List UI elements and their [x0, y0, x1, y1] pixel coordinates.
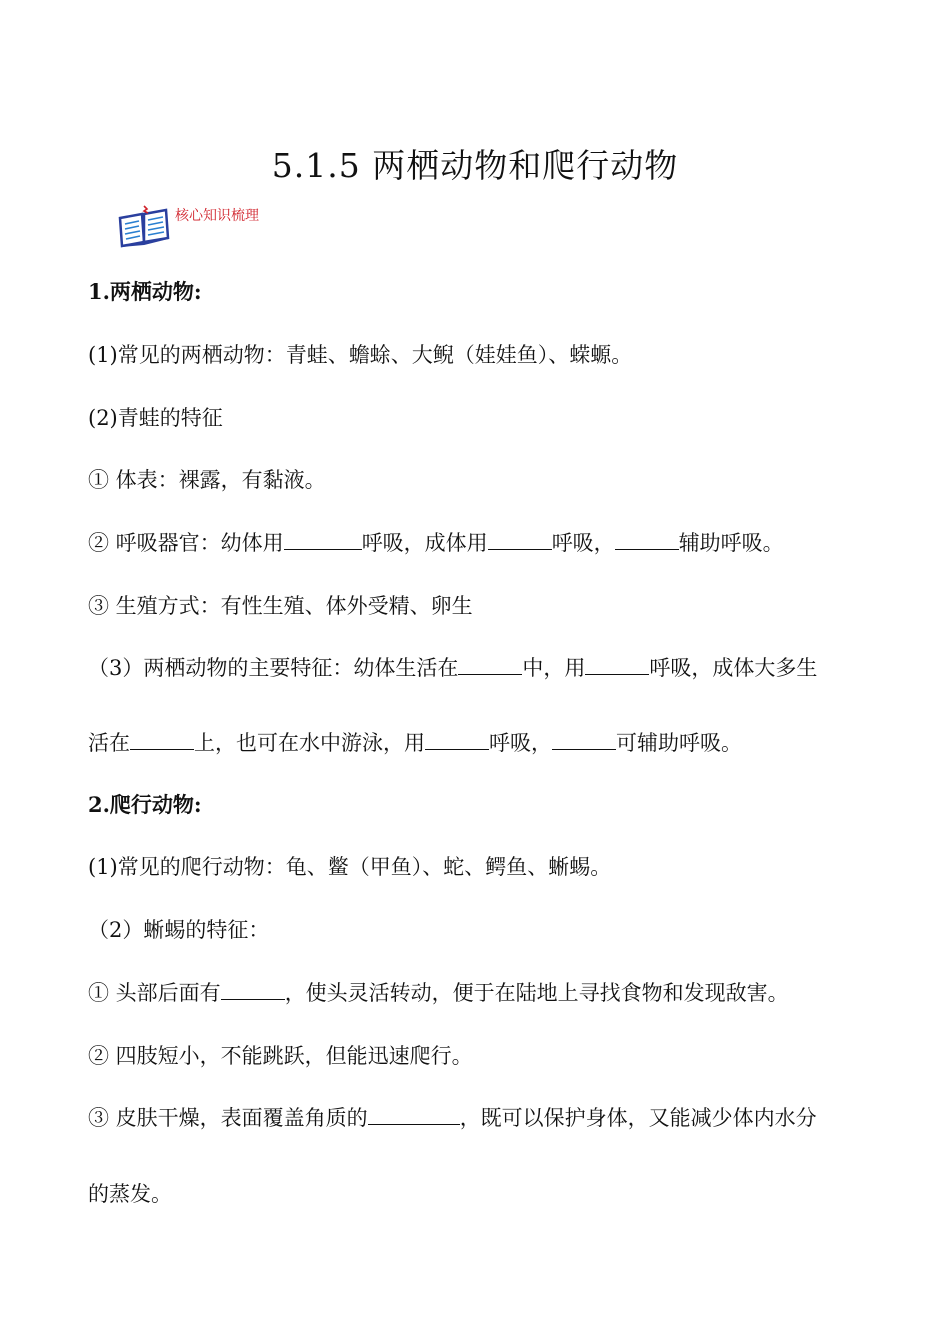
fill-in-blank[interactable] — [615, 527, 679, 550]
text-segment: 辅助呼吸。 — [678, 531, 784, 556]
lizard-skin-line-a — [88, 1102, 817, 1132]
fill-in-blank[interactable] — [425, 727, 489, 750]
fill-in-blank[interactable] — [284, 527, 362, 550]
frog-features-title: (2)青蛙的特征 — [88, 406, 223, 430]
section1-heading: 1.两栖动物: — [88, 279, 202, 304]
text-segment: ② 呼吸器官：幼体用 — [88, 531, 284, 556]
fill-in-blank[interactable] — [368, 1102, 460, 1125]
fill-in-blank[interactable] — [552, 727, 616, 750]
text-segment: 上，也可在水中游泳，用 — [194, 731, 425, 756]
text-segment: 呼吸，成体大多生 — [649, 656, 818, 681]
fill-in-blank[interactable] — [585, 652, 649, 675]
amphibian-features-line-b — [88, 727, 742, 757]
fill-in-blank[interactable] — [458, 652, 522, 675]
lizard-features-title: （2）蜥蜴的特征： — [88, 918, 270, 942]
lizard-head-line — [88, 977, 789, 1007]
page-title: 5.1.5 两栖动物和爬行动物 — [271, 146, 679, 185]
frog-respiration-line — [88, 527, 784, 557]
text-segment: 可辅助呼吸。 — [616, 731, 742, 756]
text-segment: ③ 皮肤干燥，表面覆盖角质的 — [88, 1106, 368, 1131]
section2-heading: 2.爬行动物: — [88, 792, 202, 817]
text-segment: ，既可以保护身体，又能减少体内水分 — [459, 1106, 817, 1131]
frog-body-surface: ① 体表：裸露，有黏液。 — [88, 468, 326, 492]
fill-in-blank[interactable] — [488, 527, 552, 550]
reptile-common-species: (1)常见的爬行动物：龟、鳖（甲鱼）、蛇、鳄鱼、蜥蜴。 — [88, 855, 612, 879]
amphibian-features-line-a — [88, 652, 817, 682]
frog-reproduction: ③ 生殖方式：有性生殖、体外受精、卵生 — [88, 594, 473, 618]
text-segment: 呼吸，成体用 — [361, 531, 488, 556]
open-book-icon — [114, 200, 174, 250]
text-segment: 呼吸， — [551, 531, 615, 556]
text-segment: ① 头部后面有 — [88, 981, 221, 1006]
section-badge-label: 核心知识梳理 — [175, 208, 259, 224]
text-segment: 活在 — [88, 731, 130, 756]
text-segment: 呼吸， — [489, 731, 552, 756]
fill-in-blank[interactable] — [221, 977, 285, 1000]
text-segment: ，使头灵活转动，便于在陆地上寻找食物和发现敌害。 — [284, 981, 789, 1006]
text-segment: 中，用 — [522, 656, 586, 681]
fill-in-blank[interactable] — [130, 727, 194, 750]
amphibian-common-species: (1)常见的两栖动物：青蛙、蟾蜍、大鲵（娃娃鱼）、蝾螈。 — [88, 343, 633, 367]
lizard-skin-line-b: 的蒸发。 — [88, 1182, 172, 1206]
lizard-limbs: ② 四肢短小，不能跳跃，但能迅速爬行。 — [88, 1044, 473, 1068]
text-segment: （3）两栖动物的主要特征：幼体生活在 — [88, 656, 459, 681]
